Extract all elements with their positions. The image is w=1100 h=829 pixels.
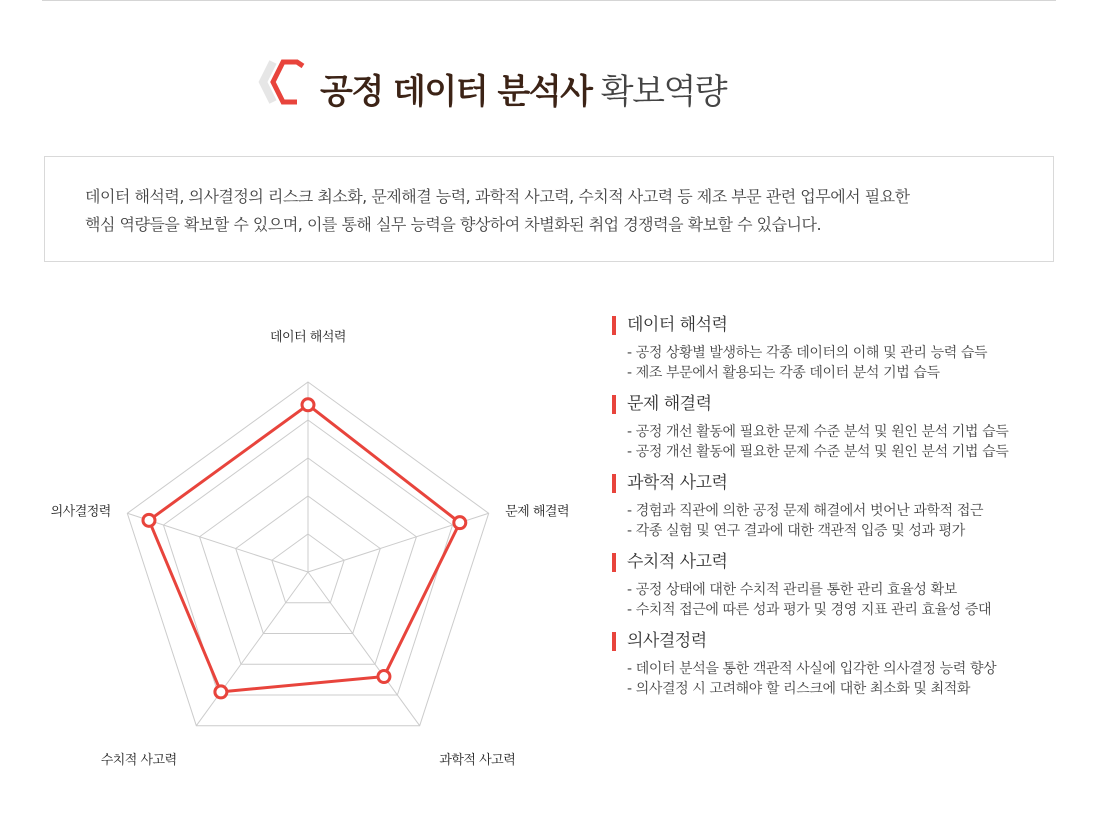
competency-title-text: 의사결정력 [627, 631, 707, 651]
intro-line-1: 데이터 해석력, 의사결정의 리스크 최소화, 문제해결 능력, 과학적 사고력, 수치적 사고력 등 제조 부문 관련 업무에서 필요한 [85, 187, 910, 206]
radar-axis-label: 수치적 사고력 [100, 752, 177, 768]
accent-bar [612, 316, 616, 335]
competency-title [612, 313, 1082, 337]
page-title-strong: 공정 데이터 분석사 [320, 72, 592, 112]
page-title-light: 확보역량 [600, 72, 727, 112]
competency-title [612, 550, 1082, 574]
radar-axis-label: 데이터 해석력 [270, 330, 346, 345]
accent-bar [612, 474, 616, 493]
competency-point: - 경험과 직관에 의한 공정 문제 해결에서 벗어난 과학적 접근 [627, 503, 984, 519]
competency-points [627, 343, 1082, 383]
competency-title [612, 471, 1082, 495]
competency-title [612, 629, 1082, 653]
competency-item [612, 392, 1082, 462]
competency-point: - 공정 상태에 대한 수치적 관리를 통한 관리 효율성 확보 [627, 582, 957, 598]
competency-title-text: 문제 해결력 [627, 394, 712, 414]
intro-box [44, 156, 1054, 262]
competency-point: - 공정 개선 활동에 필요한 문제 수준 분석 및 원인 분석 기법 습득 [627, 424, 1009, 440]
competency-title-text: 과학적 사고력 [627, 473, 728, 493]
competency-point: - 데이터 분석을 통한 객관적 사실에 입각한 의사결정 능력 향상 [627, 661, 997, 677]
intro-line-2: 핵심 역량들을 확보할 수 있으며, 이를 통해 실무 능력을 향상하여 차별화된 취업 경쟁력을 확보할 수 있습니다. [85, 215, 822, 234]
section-header [0, 58, 1100, 118]
competency-points [627, 501, 1082, 541]
top-divider [42, 0, 1056, 1]
competency-point: - 공정 상황별 발생하는 각종 데이터의 이해 및 관리 능력 습득 [627, 345, 988, 361]
accent-bar [612, 553, 616, 572]
competency-point: - 공정 개선 활동에 필요한 문제 수준 분석 및 원인 분석 기법 습득 [627, 444, 1009, 460]
competency-points [627, 659, 1082, 699]
radar-data-point [378, 671, 390, 683]
radar-axis-label: 의사결정력 [50, 504, 111, 520]
competency-item [612, 471, 1082, 541]
competency-points [627, 422, 1082, 462]
radar-data-point [215, 686, 227, 698]
competency-list [612, 313, 1082, 708]
competency-item [612, 550, 1082, 620]
competency-point: - 수치적 접근에 따른 성과 평가 및 경영 지표 관리 효율성 증대 [627, 602, 992, 618]
radar-data-point [454, 517, 466, 529]
page-title [320, 64, 726, 113]
competency-point: - 각종 실험 및 연구 결과에 대한 객관적 입증 및 성과 평가 [627, 523, 965, 539]
radar-spoke [196, 572, 308, 726]
radar-data-point [302, 399, 314, 411]
chevron-bracket-icon [247, 58, 311, 108]
competency-item [612, 313, 1082, 383]
accent-bar [612, 395, 616, 414]
accent-bar [612, 632, 616, 651]
radar-axis-label: 문제 해결력 [505, 504, 570, 520]
competency-title [612, 392, 1082, 416]
competency-item [612, 629, 1082, 699]
radar-data-point [143, 514, 155, 526]
competency-title-text: 데이터 해석력 [627, 315, 728, 335]
competency-point: - 제조 부문에서 활용되는 각종 데이터 분석 기법 습득 [627, 365, 940, 381]
radar-axis-label: 과학적 사고력 [439, 752, 516, 768]
competency-point: - 의사결정 시 고려해야 할 리스크에 대한 최소화 및 최적화 [627, 681, 970, 697]
radar-spoke [308, 572, 420, 726]
radar-chart [40, 320, 580, 768]
competency-title-text: 수치적 사고력 [627, 552, 728, 572]
competency-points [627, 580, 1082, 620]
